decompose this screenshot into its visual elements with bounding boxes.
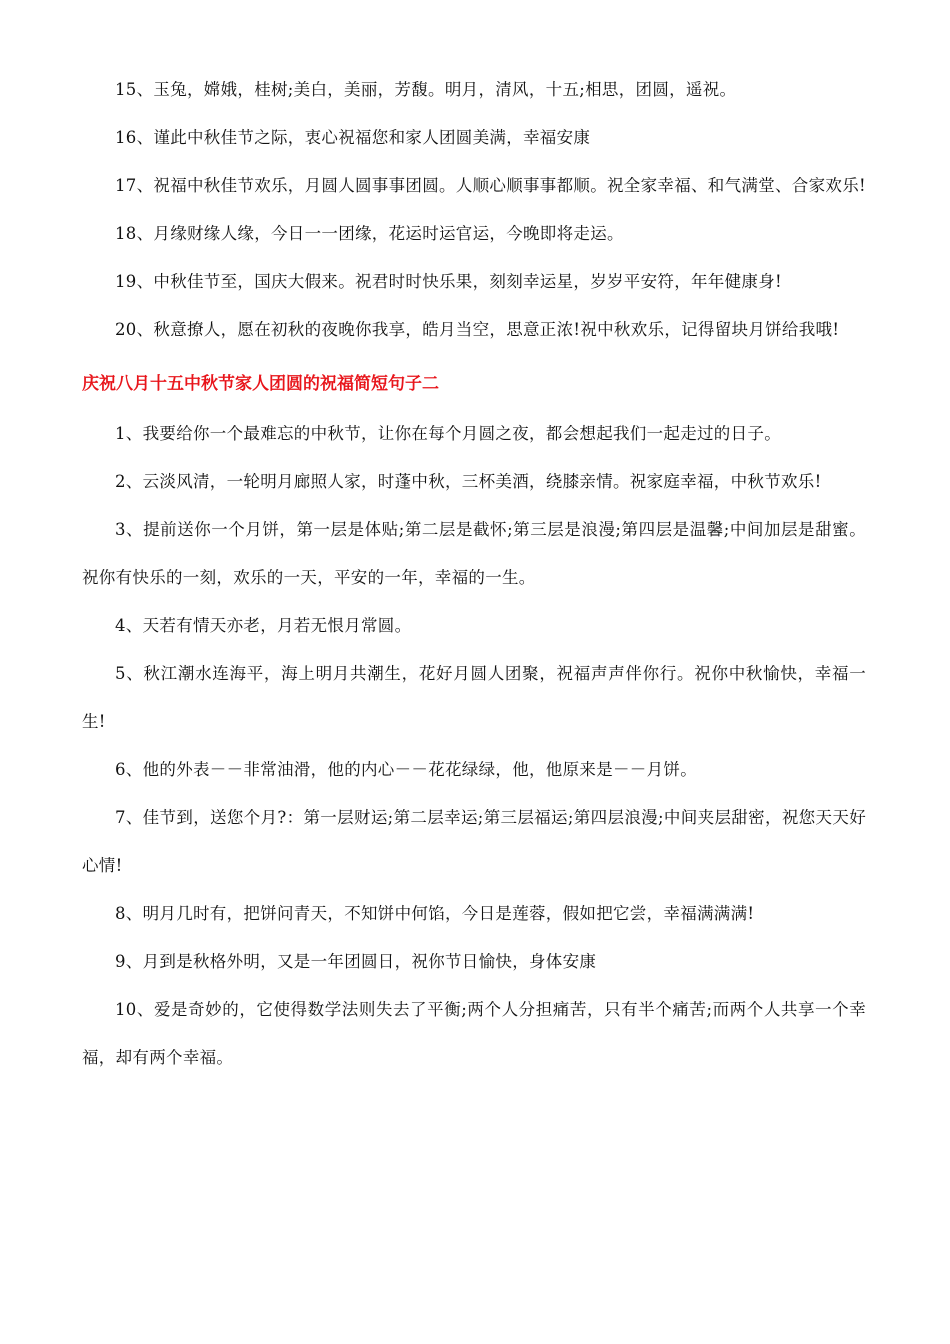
section-heading: 庆祝八月十五中秋节家人团圆的祝福简短句子二 — [82, 374, 439, 394]
list-item-4: 4、天若有情天亦老，月若无恨月常圆。 — [115, 616, 412, 635]
document-page — [82, 66, 866, 1082]
list-item-3: 3、提前送你一个月饼，第一层是体贴;第二层是截怀;第三层是浪漫;第四层是温馨;中间加层是甜蜜。祝你有快乐的一刻，欢乐的一天，平安的一年，幸福的一生。 — [82, 520, 866, 587]
list-item-16: 16、谨此中秋佳节之际，衷心祝福您和家人团圆美满，幸福安康 — [115, 128, 591, 147]
list-item-17: 17、祝福中秋佳节欢乐，月圆人圆事事团圆。人顺心顺事事都顺。祝全家幸福、和气满堂、合家欢乐! — [115, 176, 866, 195]
list-item-7: 7、佳节到，送您个月?：第一层财运;第二层幸运;第三层福运;第四层浪漫;中间夹层甜密，祝您天天好心情! — [82, 808, 866, 875]
list-item-8: 8、明月几时有，把饼问青天，不知饼中何馅，今日是莲蓉，假如把它尝，幸福满满满! — [115, 904, 755, 923]
list-item-2: 2、云淡风清，一轮明月廊照人家，时蓬中秋，三杯美酒，绕膝亲情。祝家庭幸福，中秋节欢乐! — [115, 472, 822, 491]
list-item-15: 15、玉兔，嫦娥，桂树;美白，美丽，芳馥。明月，清风，十五;相思，团圆，遥祝。 — [115, 80, 737, 99]
list-item-9: 9、月到是秋格外明，又是一年团圆日，祝你节日愉快，身体安康 — [115, 952, 597, 971]
list-item-5: 5、秋江潮水连海平，海上明月共潮生，花好月圆人团聚，祝福声声伴你行。祝你中秋愉快，幸福一生! — [82, 664, 866, 731]
list-item-18: 18、月缘财缘人缘，今日一一团缘，花运时运官运，今晚即将走运。 — [115, 224, 624, 243]
list-item-1: 1、我要给你一个最难忘的中秋节，让你在每个月圆之夜，都会想起我们一起走过的日子。 — [115, 424, 781, 443]
list-item-19: 19、中秋佳节至，国庆大假来。祝君时时快乐果，刻刻幸运星，岁岁平安符，年年健康身! — [115, 272, 782, 291]
list-item-20: 20、秋意撩人，愿在初秋的夜晚你我享，皓月当空，思意正浓!祝中秋欢乐，记得留块月饼给我哦! — [115, 320, 840, 339]
list-item-6: 6、他的外表－－非常油滑，他的内心－－花花绿绿，他，他原来是－－月饼。 — [115, 760, 697, 779]
list-item-10: 10、爱是奇妙的，它使得数学法则失去了平衡;两个人分担痛苦，只有半个痛苦;而两个人共享一个幸福，却有两个幸福。 — [82, 1000, 866, 1067]
